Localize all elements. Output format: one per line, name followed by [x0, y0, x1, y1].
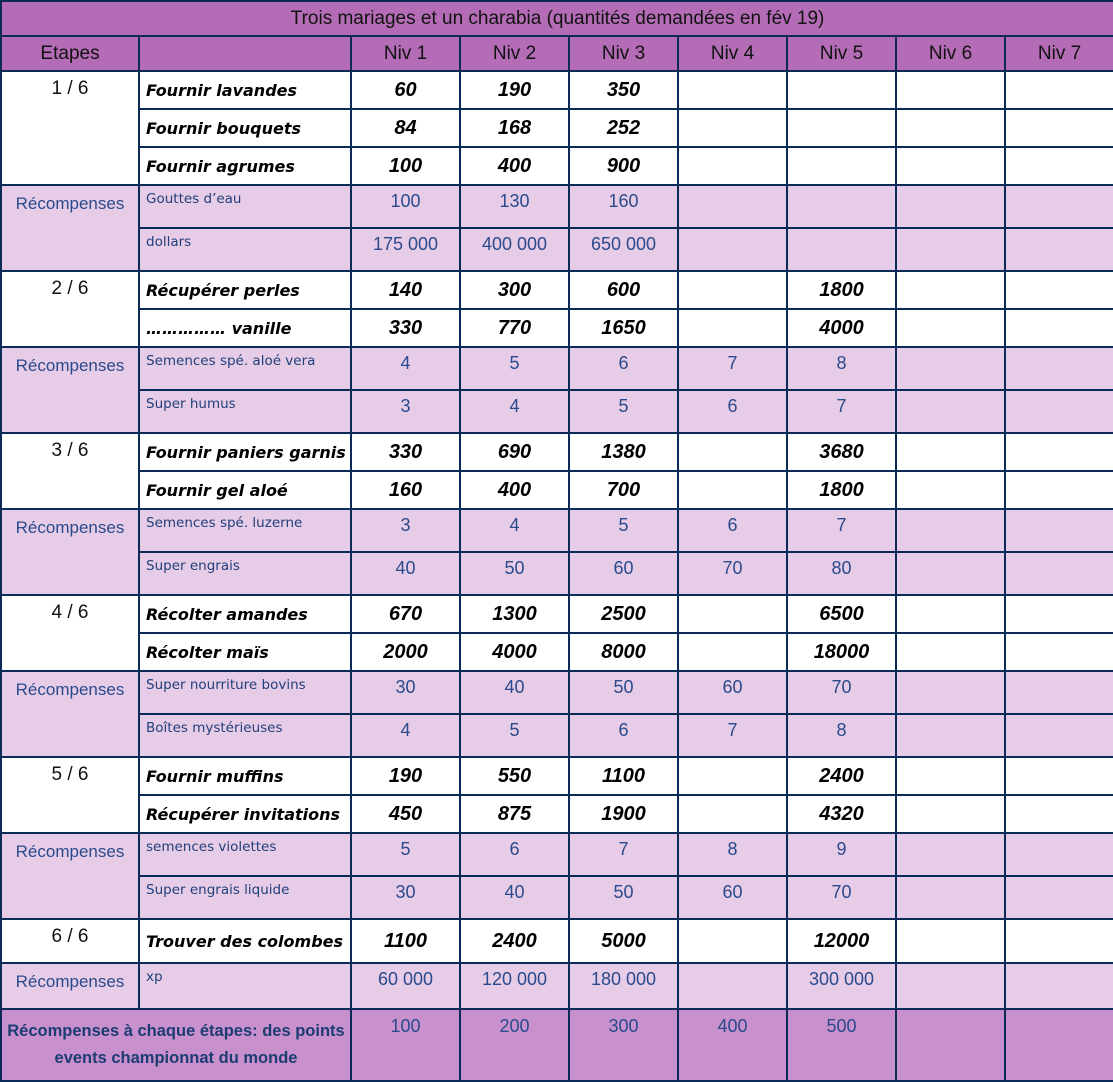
reward-name: Boîtes mystérieuses: [139, 714, 351, 757]
task-value-niv-4: [678, 147, 787, 185]
reward-value-niv-7: [1005, 833, 1113, 876]
task-value-niv-5: 1800: [787, 471, 896, 509]
task-value-niv-3: 700: [569, 471, 678, 509]
task-row: [1, 633, 1113, 671]
stage-label: 4 / 6: [1, 595, 139, 671]
task-value-niv-2: 875: [460, 795, 569, 833]
rewards-label: Récompenses: [1, 671, 139, 757]
task-value-niv-3: 900: [569, 147, 678, 185]
task-value-niv-1: 330: [351, 309, 460, 347]
task-value-niv-4: [678, 471, 787, 509]
task-value-niv-5: 6500: [787, 595, 896, 633]
task-value-niv-4: [678, 71, 787, 109]
task-value-niv-6: [896, 433, 1005, 471]
task-row: [1, 109, 1113, 147]
reward-value-niv-4: 6: [678, 390, 787, 433]
task-value-niv-7: [1005, 433, 1113, 471]
footer-value-niv-7: [1005, 1009, 1113, 1081]
task-value-niv-2: 1300: [460, 595, 569, 633]
reward-value-niv-7: [1005, 185, 1113, 228]
reward-row: [1, 390, 1113, 433]
reward-value-niv-3: 160: [569, 185, 678, 228]
task-value-niv-4: [678, 757, 787, 795]
reward-row: [1, 509, 1113, 552]
header-row: [1, 36, 1113, 71]
task-value-niv-2: 400: [460, 147, 569, 185]
task-value-niv-3: 600: [569, 271, 678, 309]
reward-value-niv-5: 300 000: [787, 963, 896, 1009]
reward-value-niv-6: [896, 347, 1005, 390]
rewards-label: Récompenses: [1, 185, 139, 271]
task-value-niv-5: 2400: [787, 757, 896, 795]
task-name: Fournir paniers garnis: [139, 433, 351, 471]
reward-value-niv-1: 3: [351, 390, 460, 433]
reward-value-niv-2: 5: [460, 347, 569, 390]
reward-row: [1, 228, 1113, 271]
reward-row: [1, 963, 1113, 1009]
task-value-niv-2: 300: [460, 271, 569, 309]
rewards-label: Récompenses: [1, 963, 139, 1009]
task-value-niv-3: 252: [569, 109, 678, 147]
reward-value-niv-3: 6: [569, 347, 678, 390]
task-value-niv-1: 60: [351, 71, 460, 109]
footer-value-niv-2: 200: [460, 1009, 569, 1081]
task-value-niv-7: [1005, 271, 1113, 309]
reward-value-niv-6: [896, 552, 1005, 595]
reward-value-niv-2: 130: [460, 185, 569, 228]
reward-value-niv-4: [678, 228, 787, 271]
reward-value-niv-5: 9: [787, 833, 896, 876]
reward-value-niv-2: 50: [460, 552, 569, 595]
task-value-niv-6: [896, 595, 1005, 633]
task-value-niv-6: [896, 633, 1005, 671]
task-value-niv-2: 400: [460, 471, 569, 509]
reward-value-niv-2: 5: [460, 714, 569, 757]
task-value-niv-6: [896, 795, 1005, 833]
task-row: [1, 433, 1113, 471]
reward-value-niv-6: [896, 833, 1005, 876]
reward-value-niv-6: [896, 671, 1005, 714]
reward-value-niv-3: 650 000: [569, 228, 678, 271]
reward-value-niv-1: 30: [351, 876, 460, 919]
reward-value-niv-7: [1005, 963, 1113, 1009]
stage-label: 2 / 6: [1, 271, 139, 347]
task-value-niv-1: 190: [351, 757, 460, 795]
task-row: [1, 919, 1113, 963]
reward-value-niv-6: [896, 228, 1005, 271]
reward-row: [1, 671, 1113, 714]
task-name: Fournir bouquets: [139, 109, 351, 147]
task-value-niv-1: 160: [351, 471, 460, 509]
task-value-niv-2: 4000: [460, 633, 569, 671]
task-value-niv-3: 2500: [569, 595, 678, 633]
task-value-niv-4: [678, 109, 787, 147]
task-value-niv-7: [1005, 471, 1113, 509]
column-header-niv-4: Niv 4: [678, 36, 787, 71]
task-value-niv-3: 8000: [569, 633, 678, 671]
task-value-niv-6: [896, 71, 1005, 109]
task-value-niv-4: [678, 433, 787, 471]
reward-name: semences violettes: [139, 833, 351, 876]
rewards-label: Récompenses: [1, 833, 139, 919]
reward-value-niv-3: 5: [569, 509, 678, 552]
task-value-niv-4: [678, 919, 787, 963]
reward-name: Semences spé. aloé vera: [139, 347, 351, 390]
reward-value-niv-5: 70: [787, 671, 896, 714]
column-header-niv-1: Niv 1: [351, 36, 460, 71]
reward-name: Super engrais: [139, 552, 351, 595]
task-value-niv-3: 5000: [569, 919, 678, 963]
task-value-niv-4: [678, 595, 787, 633]
reward-value-niv-7: [1005, 671, 1113, 714]
task-name: Fournir lavandes: [139, 71, 351, 109]
reward-value-niv-2: 40: [460, 671, 569, 714]
stage-label: 1 / 6: [1, 71, 139, 185]
column-header-niv-3: Niv 3: [569, 36, 678, 71]
task-value-niv-1: 2000: [351, 633, 460, 671]
task-row: [1, 309, 1113, 347]
task-value-niv-5: 4320: [787, 795, 896, 833]
reward-value-niv-4: 8: [678, 833, 787, 876]
task-value-niv-6: [896, 271, 1005, 309]
task-value-niv-5: [787, 109, 896, 147]
task-name: Récolter maïs: [139, 633, 351, 671]
task-value-niv-2: 690: [460, 433, 569, 471]
task-value-niv-6: [896, 147, 1005, 185]
task-value-niv-6: [896, 919, 1005, 963]
reward-row: [1, 876, 1113, 919]
reward-value-niv-2: 400 000: [460, 228, 569, 271]
footer-row: [1, 1009, 1113, 1081]
table-title: Trois mariages et un charabia (quantités demandées en fév 19): [1, 1, 1113, 36]
task-value-niv-7: [1005, 71, 1113, 109]
reward-value-niv-5: 7: [787, 509, 896, 552]
task-value-niv-7: [1005, 109, 1113, 147]
task-value-niv-2: 168: [460, 109, 569, 147]
task-value-niv-2: 190: [460, 71, 569, 109]
reward-row: [1, 833, 1113, 876]
task-value-niv-6: [896, 757, 1005, 795]
reward-value-niv-2: 120 000: [460, 963, 569, 1009]
reward-value-niv-3: 7: [569, 833, 678, 876]
task-name: Récupérer invitations: [139, 795, 351, 833]
task-row: [1, 471, 1113, 509]
reward-value-niv-7: [1005, 552, 1113, 595]
task-value-niv-7: [1005, 795, 1113, 833]
task-value-niv-3: 1650: [569, 309, 678, 347]
column-header-niv-6: Niv 6: [896, 36, 1005, 71]
reward-value-niv-6: [896, 714, 1005, 757]
reward-value-niv-1: 30: [351, 671, 460, 714]
reward-value-niv-2: 4: [460, 509, 569, 552]
reward-value-niv-1: 60 000: [351, 963, 460, 1009]
reward-value-niv-7: [1005, 390, 1113, 433]
task-value-niv-7: [1005, 757, 1113, 795]
footer-label: Récompenses à chaque étapes: des points events championnat du monde: [1, 1009, 351, 1081]
column-header-niv-7: Niv 7: [1005, 36, 1113, 71]
task-value-niv-1: 450: [351, 795, 460, 833]
task-value-niv-6: [896, 109, 1005, 147]
task-value-niv-1: 330: [351, 433, 460, 471]
task-value-niv-2: 550: [460, 757, 569, 795]
stage-label: 6 / 6: [1, 919, 139, 963]
reward-value-niv-7: [1005, 228, 1113, 271]
reward-value-niv-6: [896, 876, 1005, 919]
reward-value-niv-3: 5: [569, 390, 678, 433]
task-value-niv-7: [1005, 595, 1113, 633]
footer-value-niv-4: 400: [678, 1009, 787, 1081]
task-row: [1, 795, 1113, 833]
reward-value-niv-4: 7: [678, 347, 787, 390]
reward-value-niv-5: 70: [787, 876, 896, 919]
task-value-niv-7: [1005, 919, 1113, 963]
footer-value-niv-6: [896, 1009, 1005, 1081]
task-value-niv-1: 84: [351, 109, 460, 147]
reward-value-niv-6: [896, 963, 1005, 1009]
stage-label: 5 / 6: [1, 757, 139, 833]
reward-value-niv-5: 7: [787, 390, 896, 433]
task-row: [1, 757, 1113, 795]
reward-name: Super humus: [139, 390, 351, 433]
reward-value-niv-6: [896, 509, 1005, 552]
task-value-niv-5: 3680: [787, 433, 896, 471]
task-value-niv-3: 350: [569, 71, 678, 109]
task-name: Fournir gel aloé: [139, 471, 351, 509]
task-row: [1, 71, 1113, 109]
reward-value-niv-4: 6: [678, 509, 787, 552]
reward-value-niv-2: 6: [460, 833, 569, 876]
reward-name: Super nourriture bovins: [139, 671, 351, 714]
reward-value-niv-7: [1005, 347, 1113, 390]
reward-value-niv-3: 50: [569, 671, 678, 714]
task-value-niv-1: 100: [351, 147, 460, 185]
reward-value-niv-5: [787, 185, 896, 228]
stage-label: 3 / 6: [1, 433, 139, 509]
reward-value-niv-1: 4: [351, 347, 460, 390]
task-value-niv-3: 1100: [569, 757, 678, 795]
task-value-niv-5: [787, 71, 896, 109]
task-name: …………… vanille: [139, 309, 351, 347]
reward-row: [1, 185, 1113, 228]
column-header-niv-2: Niv 2: [460, 36, 569, 71]
task-name: Trouver des colombes: [139, 919, 351, 963]
footer-value-niv-5: 500: [787, 1009, 896, 1081]
reward-value-niv-3: 60: [569, 552, 678, 595]
reward-value-niv-5: 8: [787, 714, 896, 757]
reward-name: xp: [139, 963, 351, 1009]
reward-row: [1, 552, 1113, 595]
task-value-niv-2: 770: [460, 309, 569, 347]
reward-value-niv-1: 40: [351, 552, 460, 595]
reward-row: [1, 347, 1113, 390]
task-name: Fournir muffins: [139, 757, 351, 795]
task-value-niv-4: [678, 795, 787, 833]
task-value-niv-3: 1900: [569, 795, 678, 833]
task-value-niv-5: 4000: [787, 309, 896, 347]
task-row: [1, 271, 1113, 309]
reward-value-niv-7: [1005, 509, 1113, 552]
reward-value-niv-7: [1005, 714, 1113, 757]
task-name: Fournir agrumes: [139, 147, 351, 185]
task-name: Récolter amandes: [139, 595, 351, 633]
reward-value-niv-1: 4: [351, 714, 460, 757]
reward-value-niv-1: 100: [351, 185, 460, 228]
task-value-niv-4: [678, 633, 787, 671]
reward-value-niv-6: [896, 185, 1005, 228]
task-value-niv-3: 1380: [569, 433, 678, 471]
task-value-niv-6: [896, 309, 1005, 347]
reward-value-niv-7: [1005, 876, 1113, 919]
reward-value-niv-5: 80: [787, 552, 896, 595]
reward-value-niv-1: 3: [351, 509, 460, 552]
task-value-niv-1: 1100: [351, 919, 460, 963]
reward-value-niv-3: 180 000: [569, 963, 678, 1009]
reward-value-niv-3: 50: [569, 876, 678, 919]
task-row: [1, 595, 1113, 633]
task-value-niv-4: [678, 271, 787, 309]
reward-value-niv-4: 60: [678, 876, 787, 919]
column-header-task: [139, 36, 351, 71]
reward-row: [1, 714, 1113, 757]
reward-name: Gouttes d’eau: [139, 185, 351, 228]
task-value-niv-1: 140: [351, 271, 460, 309]
task-value-niv-7: [1005, 147, 1113, 185]
reward-value-niv-6: [896, 390, 1005, 433]
reward-value-niv-4: 70: [678, 552, 787, 595]
footer-value-niv-3: 300: [569, 1009, 678, 1081]
reward-value-niv-4: [678, 963, 787, 1009]
reward-value-niv-1: 175 000: [351, 228, 460, 271]
column-header-niv-5: Niv 5: [787, 36, 896, 71]
reward-value-niv-5: 8: [787, 347, 896, 390]
task-name: Récupérer perles: [139, 271, 351, 309]
task-value-niv-2: 2400: [460, 919, 569, 963]
reward-name: Semences spé. luzerne: [139, 509, 351, 552]
column-header-etapes: Etapes: [1, 36, 139, 71]
reward-value-niv-5: [787, 228, 896, 271]
task-value-niv-5: 1800: [787, 271, 896, 309]
task-value-niv-5: 12000: [787, 919, 896, 963]
rewards-label: Récompenses: [1, 509, 139, 595]
task-row: [1, 147, 1113, 185]
task-value-niv-7: [1005, 633, 1113, 671]
task-value-niv-6: [896, 471, 1005, 509]
reward-value-niv-1: 5: [351, 833, 460, 876]
reward-value-niv-2: 40: [460, 876, 569, 919]
reward-value-niv-4: 60: [678, 671, 787, 714]
footer-value-niv-1: 100: [351, 1009, 460, 1081]
task-value-niv-5: 18000: [787, 633, 896, 671]
reward-value-niv-4: 7: [678, 714, 787, 757]
task-value-niv-1: 670: [351, 595, 460, 633]
task-value-niv-4: [678, 309, 787, 347]
rewards-label: Récompenses: [1, 347, 139, 433]
reward-value-niv-4: [678, 185, 787, 228]
reward-name: Super engrais liquide: [139, 876, 351, 919]
reward-value-niv-2: 4: [460, 390, 569, 433]
task-value-niv-5: [787, 147, 896, 185]
reward-value-niv-3: 6: [569, 714, 678, 757]
reward-name: dollars: [139, 228, 351, 271]
task-value-niv-7: [1005, 309, 1113, 347]
